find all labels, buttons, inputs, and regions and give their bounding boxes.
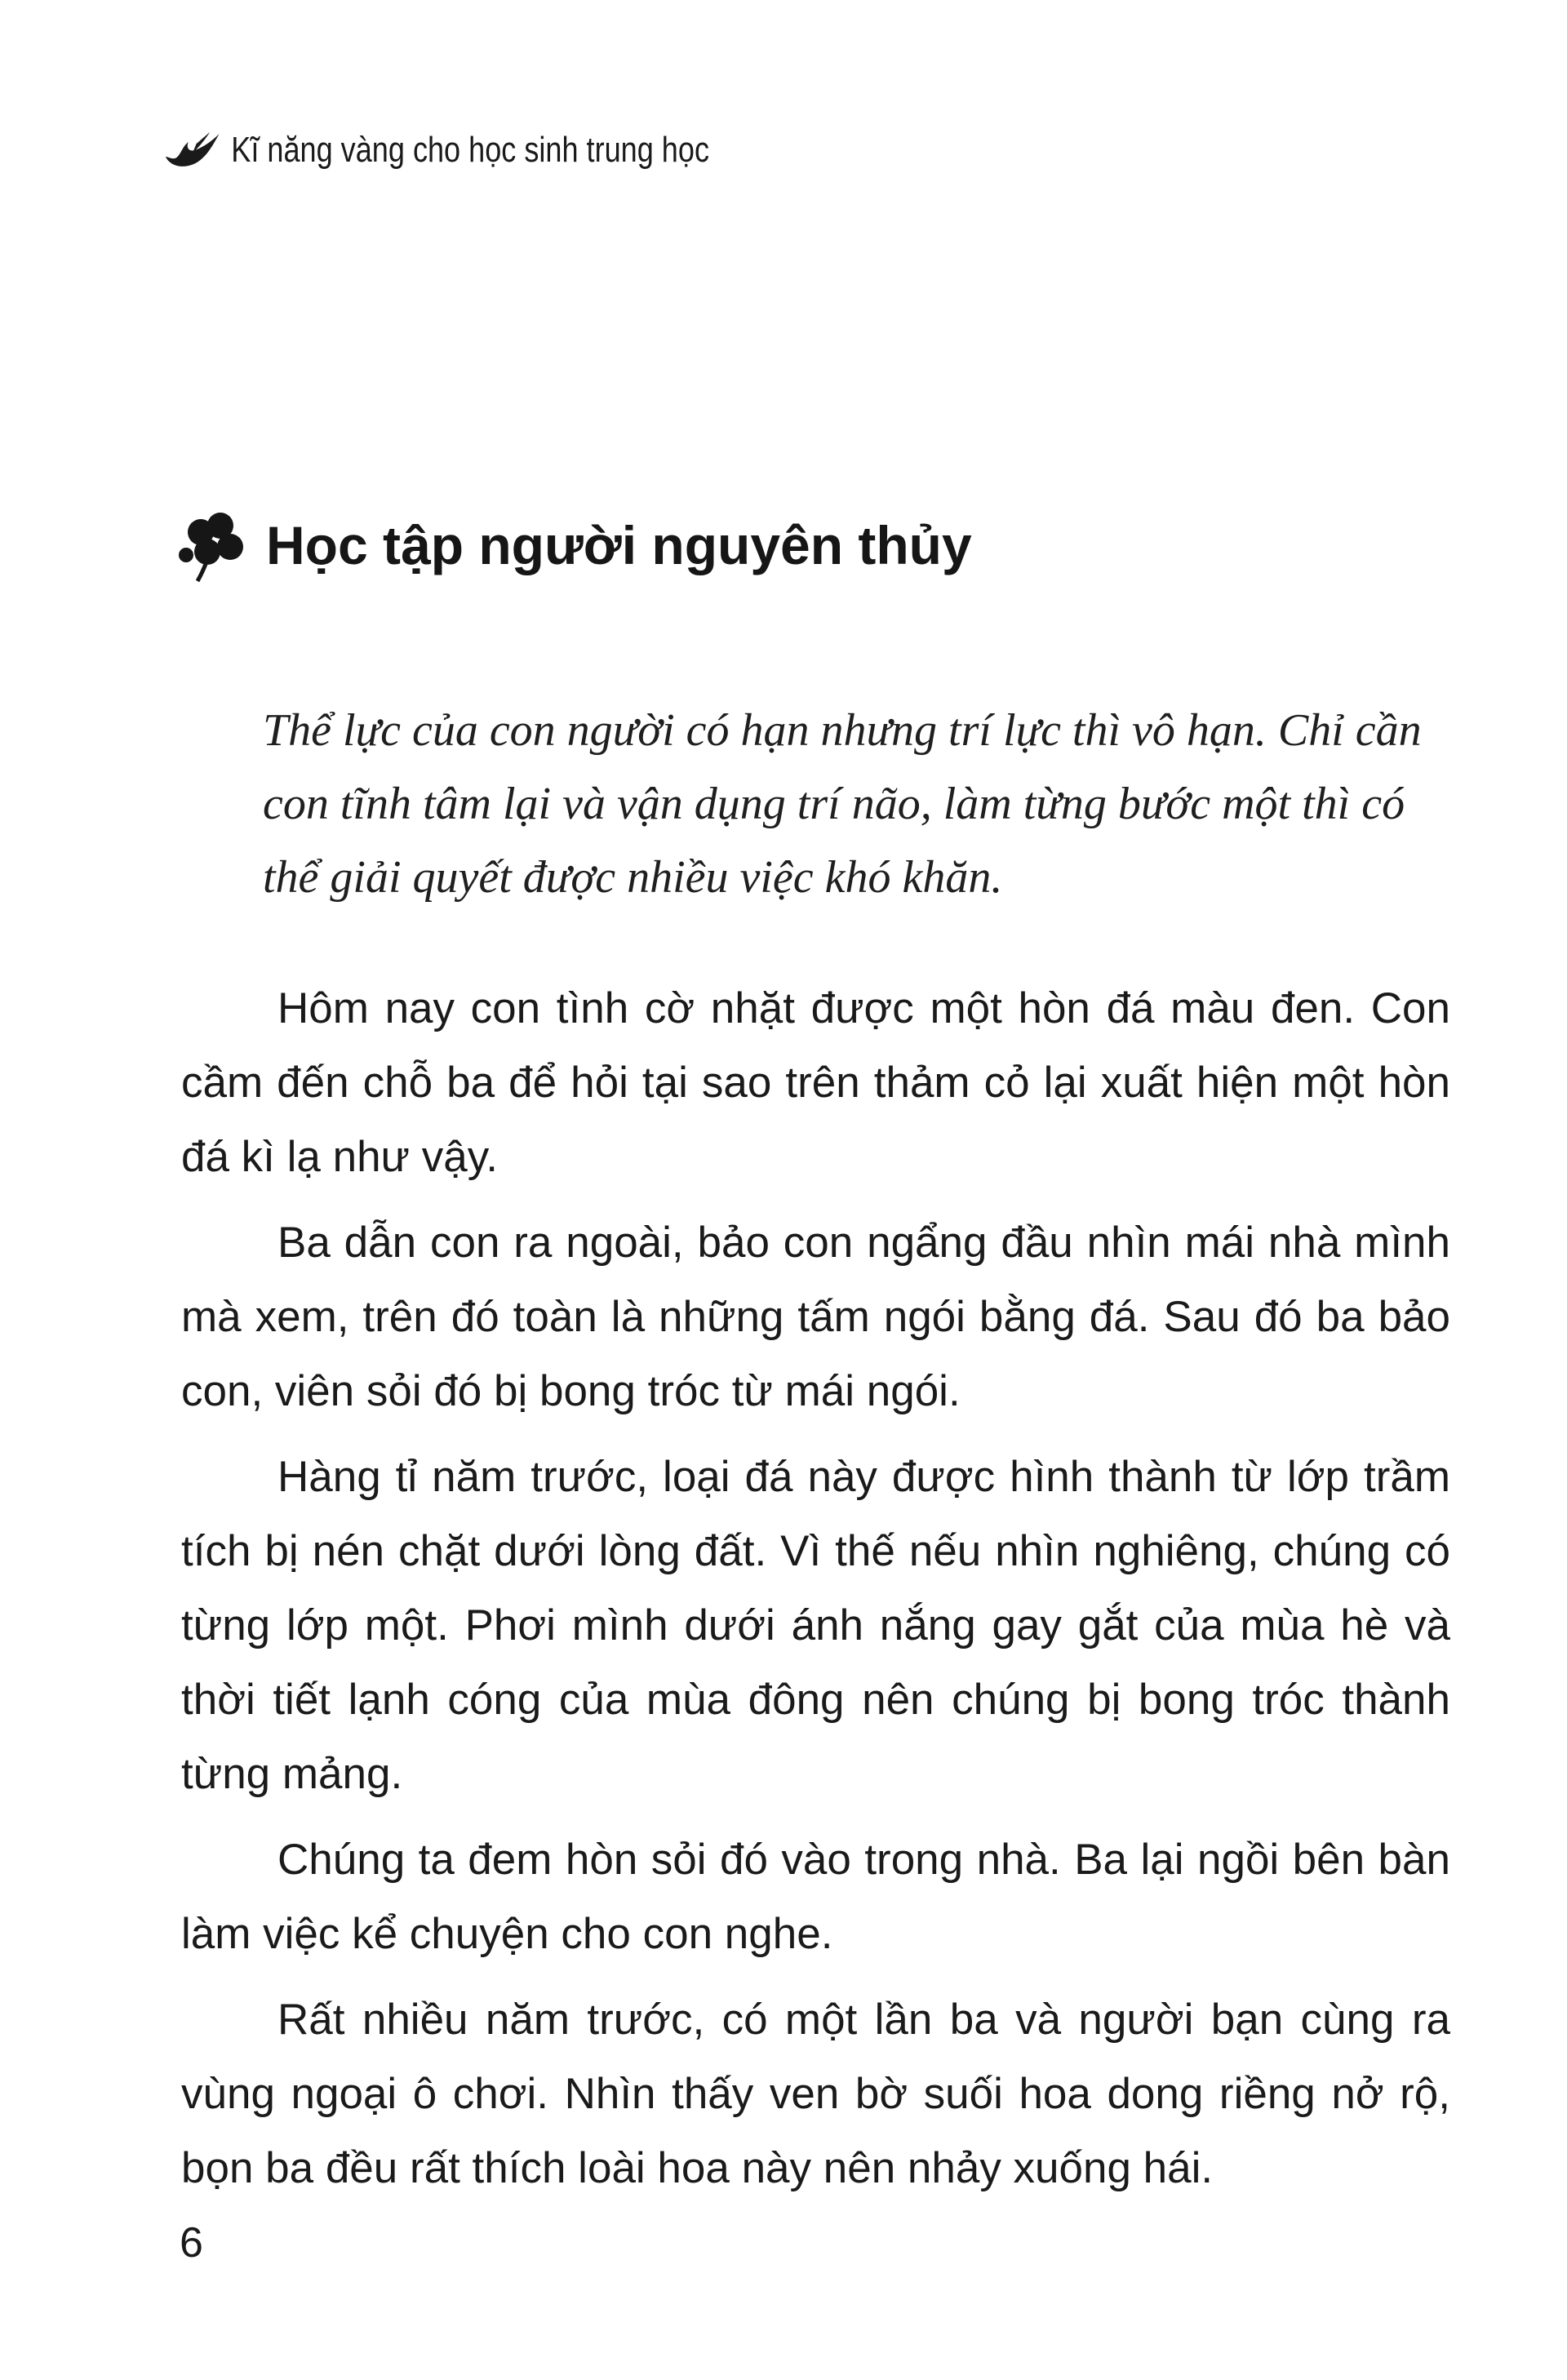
epigraph-quote: Thể lực của con người có hạn nhưng trí lực thì vô hạn. Chỉ cần con tĩnh tâm lại và vận dụng trí não, làm từng bước một thì có thể giải quyết được nhiều việc khó khăn. bbox=[263, 705, 1422, 903]
chapter-title: Học tập người nguyên thủy bbox=[266, 515, 972, 575]
swash-leaf-icon bbox=[162, 129, 222, 171]
paragraph: Hàng tỉ năm trước, loại đá này được hình thành từ lớp trầm tích bị nén chặt dưới lòng đất. Vì thế nếu nhìn nghiêng, chúng có từng lớp một. Phơi mình dưới ánh nắng gay gắt của mùa hè và thời tiết lạnh cóng của mùa đông nên chúng bị bong tróc thành từng mảng. bbox=[181, 1453, 1450, 1798]
clover-icon bbox=[173, 508, 258, 583]
running-header-title: Kĩ năng vàng cho học sinh trung học bbox=[231, 130, 709, 170]
running-header bbox=[162, 129, 709, 171]
chapter-heading bbox=[173, 508, 972, 583]
body-text bbox=[181, 971, 1450, 2217]
page-number: 6 bbox=[180, 2219, 203, 2267]
paragraph: Chúng ta đem hòn sỏi đó vào trong nhà. Ba lại ngồi bên bàn làm việc kể chuyện cho con nghe. bbox=[181, 1836, 1450, 1958]
paragraph: Hôm nay con tình cờ nhặt được một hòn đá màu đen. Con cầm đến chỗ ba để hỏi tại sao trên thảm cỏ lại xuất hiện một hòn đá kì lạ như vậy. bbox=[181, 984, 1450, 1181]
paragraph: Rất nhiều năm trước, có một lần ba và người bạn cùng ra vùng ngoại ô chơi. Nhìn thấy ven bờ suối hoa dong riềng nở rộ, bọn ba đều rất thích loài hoa này nên nhảy xuống hái. bbox=[181, 1996, 1450, 2192]
paragraph: Ba dẫn con ra ngoài, bảo con ngẩng đầu nhìn mái nhà mình mà xem, trên đó toàn là những tấm ngói bằng đá. Sau đó ba bảo con, viên sỏi đó bị bong tróc từ mái ngói. bbox=[181, 1219, 1450, 1415]
